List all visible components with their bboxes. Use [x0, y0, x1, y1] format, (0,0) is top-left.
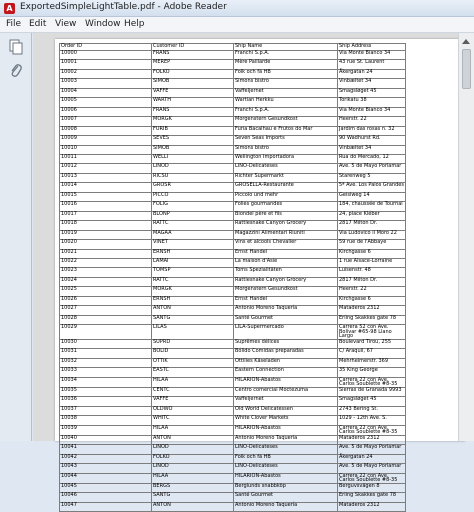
- ship-name-cell: Richter Supermarkt: [234, 173, 338, 182]
- pages-icon[interactable]: [9, 39, 23, 55]
- customer-id-cell: SEVES: [152, 136, 234, 145]
- ship-name-cell: HILARION-Abastos: [234, 473, 338, 483]
- ship-name-cell: White Clover Markets: [234, 416, 338, 425]
- ship-name-cell: HILARION-Abastos: [234, 425, 338, 435]
- ship-name-cell: Berglunds snabbköp: [234, 483, 338, 492]
- order-id-cell: 10018: [60, 221, 152, 230]
- ship-address-cell: Carrera 22 con Ave. Carlos Soublette #8-35: [338, 377, 406, 387]
- customer-id-cell: LINOD: [152, 164, 234, 173]
- customer-id-cell: WHITC: [152, 416, 234, 425]
- order-id-cell: 10027: [60, 306, 152, 315]
- vertical-scrollbar[interactable]: [458, 33, 474, 441]
- ship-address-cell: Smagsløget 45: [338, 397, 406, 406]
- customer-id-cell: SUPRD: [152, 339, 234, 348]
- order-id-cell: 10002: [60, 69, 152, 78]
- ship-address-cell: 35 King George: [338, 368, 406, 377]
- customer-id-cell: FURIB: [152, 126, 234, 135]
- menu-bar: [0, 17, 474, 33]
- ship-name-cell: Antonio Moreno Taquería: [234, 435, 338, 444]
- ship-address-cell: Via Ludovico il Moro 22: [338, 230, 406, 239]
- ship-address-cell: Smagsløget 45: [338, 88, 406, 97]
- ship-name-cell: GROSELLA-Restaurante: [234, 183, 338, 192]
- table-row: [60, 268, 406, 277]
- ship-address-cell: Ave. 5 de Mayo Porlamar: [338, 164, 406, 173]
- ship-name-cell: Santé Gourmet: [234, 493, 338, 502]
- customer-id-cell: SANTG: [152, 315, 234, 324]
- order-id-cell: 10001: [60, 60, 152, 69]
- order-id-cell: 10026: [60, 296, 152, 305]
- order-id-cell: 10031: [60, 349, 152, 358]
- table-row: [60, 502, 406, 511]
- customer-id-cell: BOLID: [152, 349, 234, 358]
- customer-id-cell: ANTON: [152, 306, 234, 315]
- ship-address-cell: 2743 Bering St.: [338, 406, 406, 415]
- ship-name-cell: Folk och fä HB: [234, 69, 338, 78]
- ship-name-cell: Vins et alcools Chevalier: [234, 240, 338, 249]
- table-row: [60, 202, 406, 211]
- customer-id-cell: OLDWO: [152, 406, 234, 415]
- ship-address-cell: 2817 Milton Dr.: [338, 277, 406, 286]
- ship-name-cell: Simons bistro: [234, 145, 338, 154]
- ship-address-cell: 43 rue St. Laurent: [338, 60, 406, 69]
- ship-address-cell: Boulevard Tirou, 255: [338, 339, 406, 348]
- order-id-cell: 10005: [60, 98, 152, 107]
- ship-name-cell: Mère Paillarde: [234, 60, 338, 69]
- table-row: [60, 473, 406, 483]
- order-id-cell: 10044: [60, 473, 152, 483]
- ship-address-cell: Vinbæltet 34: [338, 145, 406, 154]
- table-row: [60, 377, 406, 387]
- ship-address-cell: Berguvsvägen 8: [338, 483, 406, 492]
- customer-id-cell: EASTC: [152, 368, 234, 377]
- ship-address-cell: Erling Skakkes gate 78: [338, 493, 406, 502]
- ship-address-cell: Heerstr. 22: [338, 117, 406, 126]
- ship-address-cell: 2817 Milton Dr.: [338, 221, 406, 230]
- order-id-cell: 10024: [60, 277, 152, 286]
- ship-name-cell: Santé Gourmet: [234, 315, 338, 324]
- ship-name-cell: Vaffeljernet: [234, 397, 338, 406]
- customer-id-cell: FRANS: [152, 107, 234, 116]
- ship-name-cell: Antonio Moreno Taquería: [234, 306, 338, 315]
- order-id-cell: 10017: [60, 211, 152, 220]
- customer-id-cell: FOLIG: [152, 202, 234, 211]
- ship-name-cell: Folk och fä HB: [234, 454, 338, 463]
- ship-name-cell: Toms Spezialitäten: [234, 268, 338, 277]
- table-row: [60, 425, 406, 435]
- ship-address-cell: Geislweg 14: [338, 192, 406, 201]
- order-id-cell: 10028: [60, 315, 152, 324]
- ship-address-cell: 184, chaussée de Tournai: [338, 202, 406, 211]
- table-row: [60, 221, 406, 230]
- menu-window[interactable]: Window: [85, 19, 121, 29]
- customer-id-cell: WELLI: [152, 154, 234, 163]
- ship-name-cell: LILA-Supermercado: [234, 325, 338, 340]
- table-row: [60, 117, 406, 126]
- customer-id-cell: OTTIK: [152, 358, 234, 367]
- ship-name-cell: Ernst Handel: [234, 296, 338, 305]
- ship-name-cell: Folies gourmandes: [234, 202, 338, 211]
- ship-name-cell: LINO-Delicateses: [234, 464, 338, 473]
- order-id-cell: 10008: [60, 126, 152, 135]
- ship-name-cell: Blondel père et fils: [234, 211, 338, 220]
- order-id-cell: 10022: [60, 258, 152, 267]
- customer-id-cell: PICCO: [152, 192, 234, 201]
- ship-address-cell: Kirchgasse 6: [338, 249, 406, 258]
- table-row: [60, 60, 406, 69]
- ship-address-cell: Ave. 5 de Mayo Porlamar: [338, 464, 406, 473]
- attachments-icon[interactable]: [9, 63, 23, 79]
- ship-name-cell: Centro comercial Moctezuma: [234, 387, 338, 396]
- table-row: [60, 164, 406, 173]
- order-id-cell: 10038: [60, 416, 152, 425]
- ship-name-cell: Franchi S.p.A.: [234, 51, 338, 60]
- ship-address-cell: 1 rue Alsace-Lorraine: [338, 258, 406, 267]
- customer-id-cell: SIMOB: [152, 145, 234, 154]
- customer-id-cell: VAFFE: [152, 397, 234, 406]
- customer-id-cell: TOMSP: [152, 268, 234, 277]
- ship-address-cell: Mehrheimerstr. 369: [338, 358, 406, 367]
- ship-name-cell: Morgenstern Gesundkost: [234, 287, 338, 296]
- table-row: [60, 445, 406, 454]
- customer-id-cell: ERNSH: [152, 249, 234, 258]
- customer-id-cell: WARTH: [152, 98, 234, 107]
- customer-id-cell: HILAA: [152, 425, 234, 435]
- table-row: [60, 464, 406, 473]
- menu-view[interactable]: View: [55, 19, 77, 29]
- order-id-cell: 10016: [60, 202, 152, 211]
- order-id-cell: 10045: [60, 483, 152, 492]
- table-row: [60, 397, 406, 406]
- customer-id-cell: FOLKO: [152, 69, 234, 78]
- table-row: [60, 98, 406, 107]
- order-id-cell: 10047: [60, 502, 152, 511]
- pdf-page: [55, 39, 465, 508]
- order-id-cell: 10021: [60, 249, 152, 258]
- order-id-cell: 10013: [60, 173, 152, 182]
- ship-name-cell: Furia Bacalhau e Frutos do Mar: [234, 126, 338, 135]
- ship-address-cell: Ave. 5 de Mayo Porlamar: [338, 445, 406, 454]
- table-row: [60, 79, 406, 88]
- ship-address-cell: Starenweg 5: [338, 173, 406, 182]
- ship-address-cell: Heerstr. 22: [338, 287, 406, 296]
- ship-name-cell: Morgenstern Gesundkost: [234, 117, 338, 126]
- column-header: Order ID: [60, 44, 152, 51]
- ship-address-cell: Åkergatan 24: [338, 69, 406, 78]
- ship-address-cell: 1029 - 12th Ave. S.: [338, 416, 406, 425]
- customer-id-cell: VINET: [152, 240, 234, 249]
- ship-address-cell: Via Monte Bianco 34: [338, 51, 406, 60]
- customer-id-cell: MAGAA: [152, 230, 234, 239]
- customer-id-cell: HILAA: [152, 377, 234, 387]
- customer-id-cell: HILAA: [152, 473, 234, 483]
- customer-id-cell: LINOD: [152, 464, 234, 473]
- order-id-cell: 10011: [60, 154, 152, 163]
- ship-address-cell: Jardim das rosas n. 32: [338, 126, 406, 135]
- customer-id-cell: FOLKO: [152, 454, 234, 463]
- ship-address-cell: C/ Araquil, 67: [338, 349, 406, 358]
- table-row: [60, 416, 406, 425]
- customer-id-cell: LINOD: [152, 445, 234, 454]
- ship-address-cell: Rua do Mercado, 12: [338, 154, 406, 163]
- ship-address-cell: Åkergatan 24: [338, 454, 406, 463]
- ship-address-cell: Carrera 22 con Ave. Carlos Soublette #8-35: [338, 425, 406, 435]
- menu-help[interactable]: Help: [124, 19, 145, 29]
- order-id-cell: 10007: [60, 117, 152, 126]
- ship-name-cell: Suprêmes délices: [234, 339, 338, 348]
- document-area[interactable]: [33, 33, 474, 508]
- ship-name-cell: Ottilies Käseladen: [234, 358, 338, 367]
- order-id-cell: 10020: [60, 240, 152, 249]
- order-id-cell: 10042: [60, 454, 152, 463]
- ship-address-cell: 59 rue de l'Abbaye: [338, 240, 406, 249]
- customer-id-cell: RICSU: [152, 173, 234, 182]
- order-id-cell: 10035: [60, 387, 152, 396]
- ship-address-cell: Via Monte Bianco 34: [338, 107, 406, 116]
- ship-name-cell: Bólido Comidas preparadas: [234, 349, 338, 358]
- order-id-cell: 10000: [60, 51, 152, 60]
- order-id-cell: 10043: [60, 464, 152, 473]
- customer-id-cell: BLONP: [152, 211, 234, 220]
- ship-name-cell: Eastern Connection: [234, 368, 338, 377]
- table-row: [60, 183, 406, 192]
- adobe-reader-icon: A: [4, 3, 15, 14]
- ship-name-cell: Magazzini Alimentari Riuniti: [234, 230, 338, 239]
- order-id-cell: 10012: [60, 164, 152, 173]
- customer-id-cell: MORGK: [152, 287, 234, 296]
- order-id-cell: 10040: [60, 435, 152, 444]
- ship-name-cell: Old World Delicatessen: [234, 406, 338, 415]
- order-id-cell: 10003: [60, 79, 152, 88]
- customer-id-cell: RATTC: [152, 221, 234, 230]
- order-id-cell: 10009: [60, 136, 152, 145]
- order-id-cell: 10029: [60, 325, 152, 340]
- customer-id-cell: CENTC: [152, 387, 234, 396]
- window-title: ExportedSimpleLightTable.pdf - Adobe Reader: [20, 2, 227, 12]
- customer-id-cell: LAMAI: [152, 258, 234, 267]
- ship-name-cell: Rattlesnake Canyon Grocery: [234, 277, 338, 286]
- ship-address-cell: Carrera 52 con Ave. Bolívar #65-98 Llano Largo: [338, 325, 406, 340]
- order-id-cell: 10023: [60, 268, 152, 277]
- customer-id-cell: ANTON: [152, 502, 234, 511]
- ship-address-cell: Kirchgasse 6: [338, 296, 406, 305]
- navigation-pane: [0, 33, 32, 441]
- ship-address-cell: 24, place Kléber: [338, 211, 406, 220]
- table-row: [60, 240, 406, 249]
- ship-address-cell: Sierras de Granada 9993: [338, 387, 406, 396]
- ship-name-cell: Vaffeljernet: [234, 88, 338, 97]
- table-row: [60, 368, 406, 377]
- column-header: Customer ID: [152, 44, 234, 51]
- ship-name-cell: Rattlesnake Canyon Grocery: [234, 221, 338, 230]
- ship-address-cell: 5ª Ave. Los Palos Grandes: [338, 183, 406, 192]
- order-id-cell: 10033: [60, 368, 152, 377]
- ship-name-cell: LINO-Delicateses: [234, 164, 338, 173]
- customer-id-cell: MORGK: [152, 117, 234, 126]
- ship-address-cell: 90 Wadhurst Rd.: [338, 136, 406, 145]
- ship-address-cell: Torikatu 38: [338, 98, 406, 107]
- menu-edit[interactable]: Edit: [29, 19, 47, 29]
- order-id-cell: 10041: [60, 445, 152, 454]
- ship-name-cell: LINO-Delicateses: [234, 445, 338, 454]
- order-id-cell: 10032: [60, 358, 152, 367]
- customer-id-cell: BERGS: [152, 483, 234, 492]
- ship-address-cell: Mataderos 2312: [338, 435, 406, 444]
- order-id-cell: 10046: [60, 493, 152, 502]
- order-id-cell: 10025: [60, 287, 152, 296]
- customer-id-cell: RATTC: [152, 277, 234, 286]
- menu-file[interactable]: File: [6, 19, 22, 29]
- customer-id-cell: LILAS: [152, 325, 234, 340]
- customer-id-cell: GROSR: [152, 183, 234, 192]
- customer-id-cell: VAFFE: [152, 88, 234, 97]
- scroll-thumb[interactable]: [462, 49, 471, 89]
- table-row: [60, 306, 406, 315]
- scroll-up-icon[interactable]: [462, 39, 470, 44]
- order-id-cell: 10019: [60, 230, 152, 239]
- title-bar: [0, 0, 474, 17]
- ship-name-cell: Wartian Herkku: [234, 98, 338, 107]
- ship-address-cell: Erling Skakkes gate 78: [338, 315, 406, 324]
- ship-address-cell: Luisenstr. 48: [338, 268, 406, 277]
- column-header: Ship Address: [338, 44, 406, 51]
- ship-name-cell: Wellington Importadora: [234, 154, 338, 163]
- table-row: [60, 325, 406, 340]
- customer-id-cell: SIMOB: [152, 79, 234, 88]
- ship-name-cell: La maison d'Asie: [234, 258, 338, 267]
- order-id-cell: 10030: [60, 339, 152, 348]
- orders-table: [59, 43, 406, 512]
- order-id-cell: 10039: [60, 425, 152, 435]
- customer-id-cell: FRANS: [152, 51, 234, 60]
- ship-address-cell: Carrera 22 con Ave. Carlos Soublette #8-35: [338, 473, 406, 483]
- ship-name-cell: Seven Seas Imports: [234, 136, 338, 145]
- customer-id-cell: MEREP: [152, 60, 234, 69]
- customer-id-cell: SANTG: [152, 493, 234, 502]
- order-id-cell: 10006: [60, 107, 152, 116]
- ship-name-cell: HILARION-Abastos: [234, 377, 338, 387]
- order-id-cell: 10015: [60, 192, 152, 201]
- order-id-cell: 10010: [60, 145, 152, 154]
- order-id-cell: 10037: [60, 406, 152, 415]
- ship-address-cell: Mataderos 2312: [338, 306, 406, 315]
- customer-id-cell: ANTON: [152, 435, 234, 444]
- table-row: [60, 349, 406, 358]
- ship-name-cell: Piccolo und mehr: [234, 192, 338, 201]
- table-row: [60, 493, 406, 502]
- ship-name-cell: Ernst Handel: [234, 249, 338, 258]
- ship-name-cell: Antonio Moreno Taquería: [234, 502, 338, 511]
- order-id-cell: 10034: [60, 377, 152, 387]
- ship-address-cell: Vinbæltet 34: [338, 79, 406, 88]
- customer-id-cell: ERNSH: [152, 296, 234, 305]
- table-row: [60, 136, 406, 145]
- column-header: Ship Name: [234, 44, 338, 51]
- ship-name-cell: Franchi S.p.A.: [234, 107, 338, 116]
- ship-address-cell: Mataderos 2312: [338, 502, 406, 511]
- ship-name-cell: Simons bistro: [234, 79, 338, 88]
- order-id-cell: 10004: [60, 88, 152, 97]
- order-id-cell: 10036: [60, 397, 152, 406]
- order-id-cell: 10014: [60, 183, 152, 192]
- table-row: [60, 287, 406, 296]
